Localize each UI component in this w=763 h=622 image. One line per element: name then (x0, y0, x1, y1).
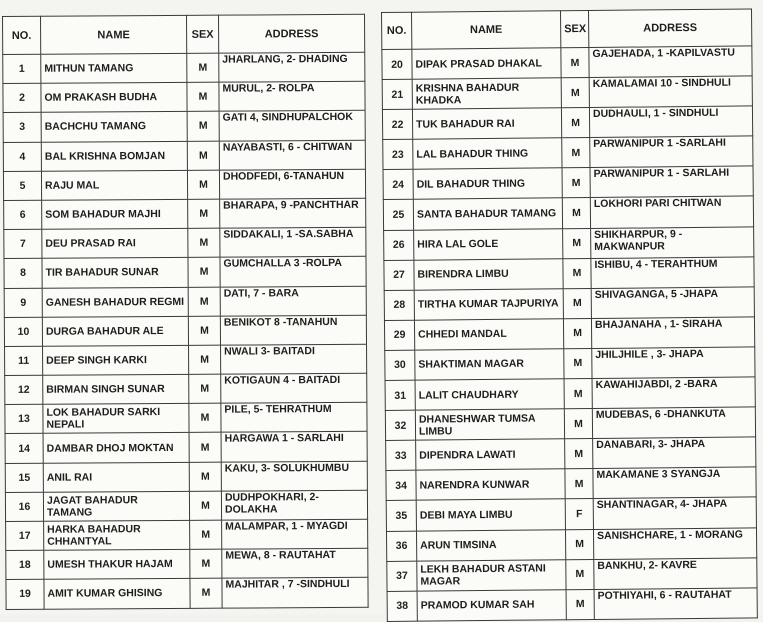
cell-address: GUMCHALLA 3 -ROLPA (220, 257, 366, 287)
cell-name: LAL BAHADUR THING (413, 138, 562, 170)
cell-name: DIL BAHADUR THING (413, 168, 562, 200)
header-no: NO. (3, 16, 41, 54)
cell-address: GATI 4, SINDHUPALCHOK (219, 111, 365, 141)
cell-sex: M (190, 579, 222, 608)
cell-address: MUDEBAS, 6 -DHANKUTA (592, 407, 755, 439)
cell-no: 9 (4, 288, 42, 317)
table-row (386, 437, 756, 471)
cell-address: MURUL, 2- ROLPA (219, 81, 365, 111)
table-row (3, 52, 365, 83)
table-row (382, 106, 752, 140)
cell-no: 22 (382, 109, 412, 139)
header-sex: SEX (560, 11, 588, 48)
table-row (6, 578, 368, 609)
cell-address: SHIVAGANGA, 5 -JHAPA (591, 287, 754, 319)
cell-no: 35 (386, 501, 416, 531)
cell-sex: M (564, 348, 592, 378)
cell-sex: M (564, 379, 592, 409)
cell-name: DIPAK PRASAD DHAKAL (412, 48, 561, 80)
cell-no: 16 (5, 492, 43, 521)
cell-name: DEBI MAYA LIMBU (416, 499, 565, 531)
cell-address: BENIKOT 8 -TANAHUN (220, 315, 366, 345)
table-row (384, 287, 754, 321)
cell-sex: M (563, 228, 591, 258)
cell-address: LOKHORI PARI CHITWAN (590, 196, 753, 228)
header-name: NAME (412, 11, 561, 49)
cell-sex: M (563, 258, 591, 288)
table-row (5, 344, 367, 375)
table-row (3, 81, 365, 112)
table-row (5, 403, 367, 434)
cell-no: 14 (5, 434, 43, 463)
cell-name: DAMBAR DHOJ MOKTAN (43, 433, 189, 463)
cell-address: KAWAHIJABDI, 2 -BARA (592, 377, 755, 409)
cell-sex: M (187, 141, 219, 170)
cell-no: 12 (5, 375, 43, 404)
cell-name: BAL KRISHNA BOMJAN (41, 141, 187, 171)
cell-no: 2 (3, 83, 41, 112)
cell-name: TIR BAHADUR SUNAR (42, 258, 188, 288)
table-row (5, 373, 367, 404)
cell-address: HARGAWA 1 - SARLAHI (221, 432, 367, 462)
cell-sex: M (187, 112, 219, 141)
cell-sex: M (565, 439, 593, 469)
cell-name: JAGAT BAHADUR TAMANG (43, 491, 189, 521)
cell-name: UMESH THAKUR HAJAM (44, 550, 190, 580)
cell-name: SHAKTIMAN MAGAR (415, 349, 564, 381)
cell-sex: F (565, 499, 593, 529)
table-row (3, 111, 365, 142)
cell-address: POTHIYAHI, 6 - RAUTAHAT (594, 588, 757, 620)
cell-name: TUK BAHADUR RAI (412, 108, 561, 140)
cell-sex: M (562, 168, 590, 198)
cell-name: SANTA BAHADUR TAMANG (413, 198, 562, 230)
table-row (3, 140, 365, 171)
table-row (4, 198, 366, 229)
cell-name: CHHEDI MANDAL (414, 319, 563, 351)
table-row (385, 347, 755, 381)
cell-name: SOM BAHADUR MAJHI (42, 199, 188, 229)
table-body-left (3, 52, 368, 609)
cell-address: ISHIBU, 4 - TERAHTHUM (591, 257, 754, 289)
cell-sex: M (187, 82, 219, 111)
cell-sex: M (189, 433, 221, 462)
cell-address: DATI, 7 - BARA (220, 286, 366, 316)
header-no: NO. (382, 12, 412, 49)
cell-sex: M (189, 374, 221, 403)
cell-no: 33 (386, 440, 416, 470)
table-header-row (3, 14, 365, 54)
cell-no: 28 (384, 290, 414, 320)
cell-no: 26 (384, 230, 414, 260)
cell-address: GAJEHADA, 1 -KAPILVASTU (589, 46, 752, 78)
cell-address: KAMALAMAI 10 - SINDHULI (589, 76, 752, 108)
header-address: ADDRESS (588, 9, 751, 48)
cell-no: 29 (384, 320, 414, 350)
cell-address: NWALI 3- BAITADI (221, 344, 367, 374)
cell-sex: M (188, 199, 220, 228)
cell-address: MALAMPAR, 1 - MYAGDI (222, 519, 368, 549)
table-row (382, 76, 752, 110)
cell-no: 38 (387, 591, 417, 621)
cell-address: BANKHU, 2- KAVRE (594, 558, 757, 590)
cell-sex: M (188, 228, 220, 257)
cell-name: NARENDRA KUNWAR (416, 469, 565, 501)
cell-no: 15 (5, 463, 43, 492)
cell-address: SHIKHARPUR, 9 - MAKWANPUR (591, 226, 754, 258)
cell-sex: M (188, 287, 220, 316)
cell-no: 21 (382, 79, 412, 109)
cell-no: 1 (3, 54, 41, 83)
table-row (384, 257, 754, 291)
cell-no: 37 (387, 561, 417, 591)
cell-name: BACHCHU TAMANG (41, 112, 187, 142)
cell-no: 4 (3, 142, 41, 171)
cell-no: 20 (382, 49, 412, 79)
cell-no: 13 (5, 405, 43, 434)
table-row (382, 46, 752, 80)
cell-sex: M (188, 316, 220, 345)
table-row (384, 226, 754, 260)
cell-name: ANIL RAI (43, 462, 189, 492)
table-row (6, 519, 368, 550)
table-row (383, 136, 753, 170)
header-sex: SEX (186, 15, 218, 53)
cell-sex: M (563, 318, 591, 348)
cell-address: KOTIGAUN 4 - BAITADI (221, 373, 367, 403)
cell-name: BIRENDRA LIMBU (414, 258, 563, 290)
cell-address: SIDDAKALI, 1 -SA.SABHA (220, 227, 366, 257)
cell-address: DUDHPOKHARI, 2- DOLAKHA (221, 490, 367, 520)
cell-address: DHODFEDI, 6-TANAHUN (219, 169, 365, 199)
cell-address: MAKAMANE 3 SYANGJA (593, 467, 756, 499)
table-row (384, 317, 754, 351)
cell-address: DUDHAULI, 1 - SINDHULI (589, 106, 752, 138)
table-row (385, 407, 755, 441)
cell-sex: M (189, 491, 221, 520)
cell-name: MITHUN TAMANG (41, 53, 187, 83)
cell-name: LOK BAHADUR SARKI NEPALI (43, 404, 189, 434)
table-row (385, 377, 755, 411)
cell-no: 32 (385, 410, 415, 440)
cell-name: RAJU MAL (41, 170, 187, 200)
table-row (386, 497, 756, 531)
cell-name: BIRMAN SINGH SUNAR (43, 374, 189, 404)
table-row (386, 527, 756, 561)
cell-no: 5 (3, 171, 41, 200)
cell-name: DEEP SINGH KARKI (43, 345, 189, 375)
cell-no: 6 (4, 200, 42, 229)
cell-no: 11 (5, 346, 43, 375)
cell-sex: M (565, 529, 593, 559)
cell-name: DEU PRASAD RAI (42, 228, 188, 258)
cell-address: BHAJANAHA , 1- SIRAHA (591, 317, 754, 349)
cell-name: LEKH BAHADUR ASTANI MAGAR (417, 559, 566, 591)
cell-address: JHARLANG, 2- DHADING (219, 52, 365, 82)
cell-name: HARKA BAHADUR CHHANTYAL (44, 520, 190, 550)
cell-name: PRAMOD KUMAR SAH (417, 589, 566, 621)
roster-table-right (381, 8, 758, 621)
table-row (383, 166, 753, 200)
cell-sex: M (189, 345, 221, 374)
cell-sex: M (189, 462, 221, 491)
cell-address: NAYABASTI, 6 - CHITWAN (219, 140, 365, 170)
cell-no: 3 (3, 113, 41, 142)
cell-no: 23 (383, 139, 413, 169)
cell-sex: M (566, 589, 594, 619)
cell-no: 31 (385, 380, 415, 410)
header-address: ADDRESS (218, 14, 364, 53)
cell-no: 7 (4, 229, 42, 258)
cell-sex: M (564, 409, 592, 439)
table-row (4, 315, 366, 346)
cell-no: 18 (6, 550, 44, 579)
cell-sex: M (566, 559, 594, 589)
table-row (4, 286, 366, 317)
cell-sex: M (187, 53, 219, 82)
cell-address: KAKU, 3- SOLUKHUMBU (221, 461, 367, 491)
cell-no: 27 (384, 260, 414, 290)
table-row (6, 548, 368, 579)
cell-name: OM PRAKASH BUDHA (41, 83, 187, 113)
cell-sex: M (562, 138, 590, 168)
cell-name: DURGA BAHADUR ALE (42, 316, 188, 346)
cell-no: 17 (6, 521, 44, 550)
cell-address: DANABARI, 3- JHAPA (593, 437, 756, 469)
table-body-right (382, 46, 757, 621)
cell-name: HIRA LAL GOLE (414, 228, 563, 260)
table-row (387, 588, 757, 622)
cell-name: LALIT CHAUDHARY (415, 379, 564, 411)
cell-sex: M (188, 257, 220, 286)
cell-no: 25 (383, 200, 413, 230)
cell-name: ARUN TIMSINA (416, 529, 565, 561)
cell-no: 10 (4, 317, 42, 346)
roster-table-left (2, 14, 369, 610)
cell-sex: M (563, 288, 591, 318)
cell-sex: M (561, 108, 589, 138)
cell-no: 8 (4, 259, 42, 288)
cell-no: 24 (383, 170, 413, 200)
cell-name: TIRTHA KUMAR TAJPURIYA (414, 289, 563, 321)
table-row (5, 432, 367, 463)
cell-sex: M (561, 48, 589, 78)
cell-no: 19 (6, 580, 44, 609)
cell-sex: M (190, 520, 222, 549)
cell-sex: M (190, 549, 222, 578)
cell-address: PILE, 5- TEHRATHUM (221, 403, 367, 433)
cell-address: SANISHCHARE, 1 - MORANG (593, 527, 756, 559)
table-header-row (382, 9, 752, 50)
cell-no: 30 (385, 350, 415, 380)
table-row (3, 169, 365, 200)
cell-name: GANESH BAHADUR REGMI (42, 287, 188, 317)
cell-sex: M (561, 78, 589, 108)
cell-name: DHANESHWAR TUMSA LIMBU (415, 409, 564, 441)
cell-no: 34 (386, 470, 416, 500)
cell-address: MAJHITAR , 7 -SINDHULI (222, 578, 368, 608)
cell-no: 36 (386, 531, 416, 561)
cell-address: SHANTINAGAR, 4- JHAPA (593, 497, 756, 529)
cell-sex: M (189, 403, 221, 432)
cell-address: MEWA, 8 - RAUTAHAT (222, 548, 368, 578)
cell-name: AMIT KUMAR GHISING (44, 579, 190, 609)
table-row (5, 461, 367, 492)
cell-address: PARWANIPUR 1 -SARLAHI (590, 136, 753, 168)
cell-address: BHARAPA, 9 -PANCHTHAR (220, 198, 366, 228)
cell-name: KRISHNA BAHADUR KHADKA (412, 78, 561, 110)
cell-address: PARWANIPUR 1 - SARLAHI (590, 166, 753, 198)
cell-sex: M (187, 170, 219, 199)
table-row (5, 490, 367, 521)
table-row (387, 558, 757, 592)
cell-sex: M (562, 198, 590, 228)
cell-address: JHILJHILE , 3- JHAPA (592, 347, 755, 379)
header-name: NAME (41, 15, 187, 54)
cell-sex: M (565, 469, 593, 499)
table-row (383, 196, 753, 230)
table-row (4, 257, 366, 288)
table-row (386, 467, 756, 501)
table-row (4, 227, 366, 258)
cell-name: DIPENDRA LAWATI (416, 439, 565, 471)
